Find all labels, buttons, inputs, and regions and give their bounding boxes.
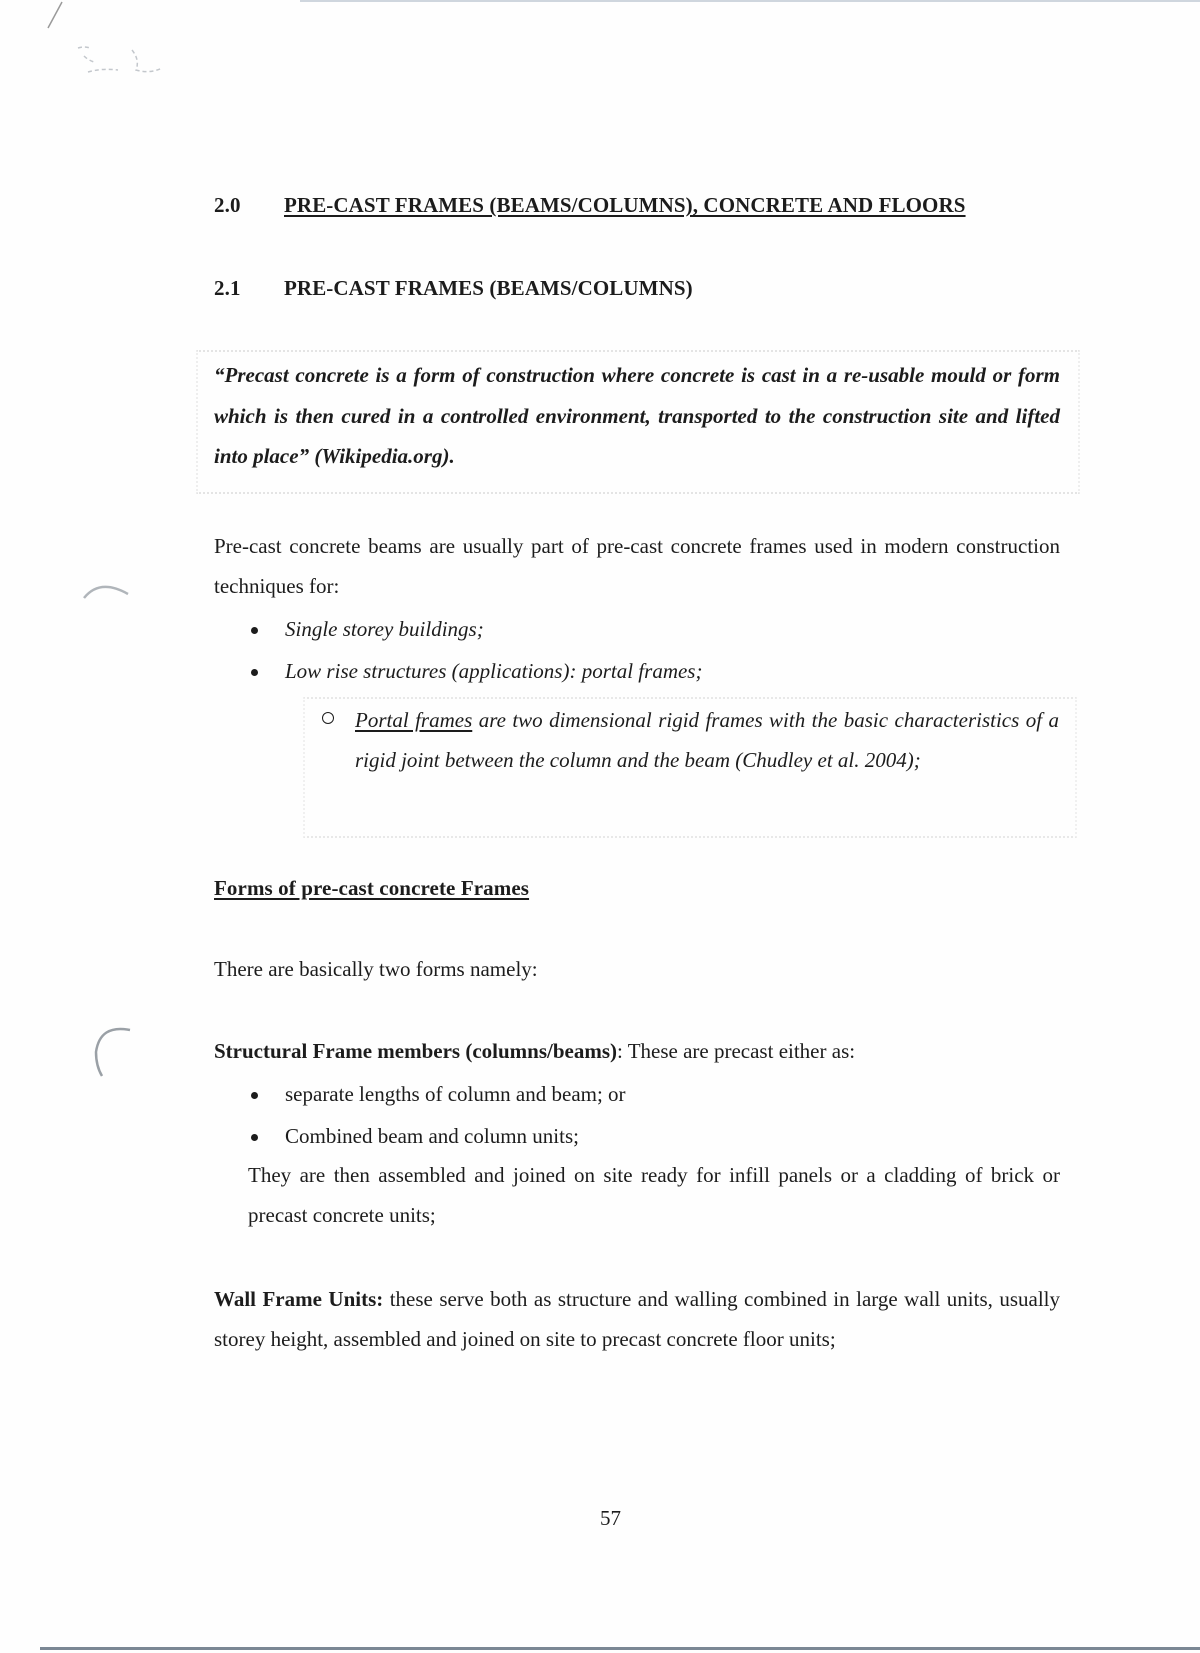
pen-stroke-mark [40,0,170,100]
punch-hole-mark [86,1022,136,1082]
scan-edge-top [300,0,1200,2]
definition-quote: “Precast concrete is a form of construction where concrete is cast in a re-usable mould or form which is then cured in a controlled environment, transported to the construction site and lifted into place” (Wikipedia.org). [214,363,1060,468]
page-number: 57 [600,1506,621,1530]
portal-frames-definition [355,700,1059,780]
section-number: 2.0 [214,193,241,217]
wall-frame-paragraph [214,1279,1060,1359]
portal-frames-term: Portal frames [355,708,473,732]
structural-frame-label: Structural Frame members (columns/beams) [214,1039,617,1063]
forms-heading: Forms of pre-cast concrete Frames [214,876,530,900]
intro-paragraph: Pre-cast concrete beams are usually part of pre-cast concrete frames used in modern construction techniques for: [214,534,1060,598]
structural-frame-text: : These are precast either as: [617,1039,856,1063]
forms-intro: There are basically two forms namely: [214,957,538,981]
wall-frame-label: Wall Frame Units: [214,1287,384,1311]
list-item-text: Low rise structures (applications): portal frames; [285,659,703,683]
section-title: PRE-CAST FRAMES (BEAMS/COLUMNS) [284,276,693,300]
wall-frame-text: these serve both as structure and walling combined in large wall units, usually storey height, assembled and joined on site to precast concrete floor units; [214,1287,1060,1351]
portal-frames-text: are two dimensional rigid frames with the basic characteristics of a rigid joint between the column and the beam (Chudley et al. 2004); [355,708,1059,772]
structural-frame-paragraph [214,1031,1060,1071]
section-number: 2.1 [214,276,241,300]
hollow-circle-bullet-icon [320,709,338,727]
section-title: PRE-CAST FRAMES (BEAMS/COLUMNS), CONCRETE AND FLOORS [284,193,966,217]
list-item-text: Single storey buildings; [285,617,484,641]
bullet-icon [251,1134,258,1141]
structural-frame-followup: They are then assembled and joined on site ready for infill panels or a cladding of brick or precast concrete units; [248,1163,1060,1227]
bullet-icon [251,1092,258,1099]
scan-edge-bottom [40,1647,1200,1650]
bullet-icon [251,627,258,634]
list-item-text: Combined beam and column units; [285,1124,579,1148]
punch-hole-mark [78,572,138,612]
list-item-text: separate lengths of column and beam; or [285,1082,626,1106]
bullet-icon [251,669,258,676]
